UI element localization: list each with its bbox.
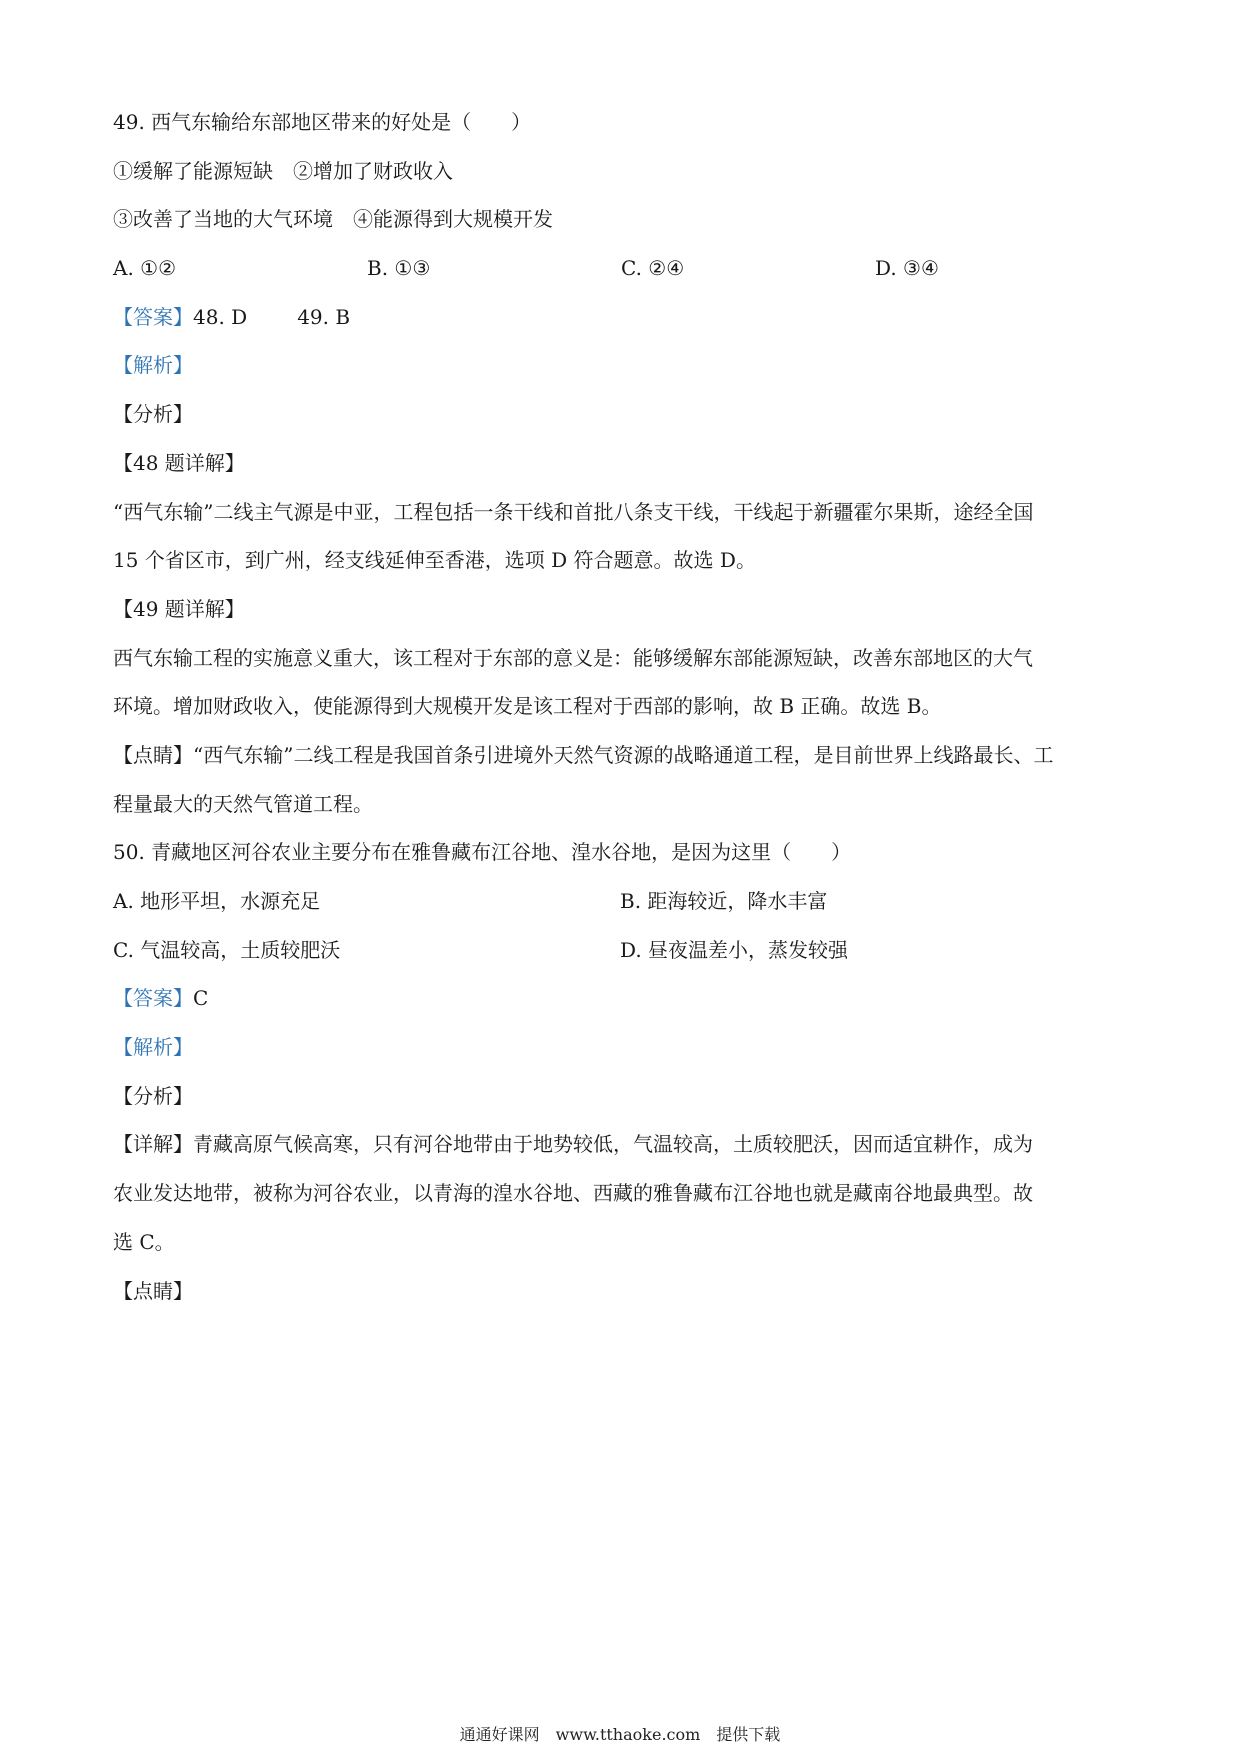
dianjing-50: 【点睛】 bbox=[113, 1278, 193, 1303]
q49-options bbox=[113, 244, 1133, 293]
answer-50-label: 【答案】 bbox=[113, 986, 193, 1011]
dianjing-line-2: 程量最大的天然气管道工程。 bbox=[113, 791, 373, 816]
detail-50-line-3: 选 C。 bbox=[113, 1229, 175, 1254]
q50-options-row-2 bbox=[113, 926, 1133, 975]
answer-label: 【答案】 bbox=[113, 304, 193, 329]
q49-option-c: C. ②④ bbox=[621, 256, 685, 281]
q50-option-c: C. 气温较高，土质较肥沃 bbox=[113, 937, 341, 962]
q49-option-a: A. ①② bbox=[113, 256, 177, 281]
answer-50-value: C bbox=[193, 986, 209, 1011]
fenxi-label: 【分析】 bbox=[113, 402, 193, 427]
detail-48-line-1: “西气东输”二线主气源是中亚，工程包括一条干线和首批八条支干线，干线起于新疆霍尔果斯，途经全国 bbox=[113, 499, 1034, 524]
q50-options-row-1 bbox=[113, 877, 1133, 926]
answer-50 bbox=[113, 974, 1133, 1023]
jiexi-50-label: 【解析】 bbox=[113, 1035, 193, 1060]
q49-statement-1: ①缓解了能源短缺 ②增加了财政收入 bbox=[113, 158, 453, 183]
dianjing-line-1: 【点睛】“西气东输”二线工程是我国首条引进境外天然气资源的战略通道工程，是目前世界上线路最长、工 bbox=[113, 742, 1054, 767]
q49-option-b: B. ①③ bbox=[367, 256, 431, 281]
q50-option-d: D. 昼夜温差小，蒸发较强 bbox=[620, 937, 849, 962]
q50-option-a: A. 地形平坦，水源充足 bbox=[113, 889, 321, 913]
q49-option-d: D. ③④ bbox=[875, 256, 939, 281]
detail-49-title: 【49 题详解】 bbox=[113, 596, 245, 621]
answer-49: 49. B bbox=[297, 304, 351, 329]
q50-option-b: B. 距海较近，降水丰富 bbox=[620, 889, 828, 913]
answer-48: 48. D bbox=[193, 304, 248, 329]
detail-50-line-2: 农业发达地带，被称为河谷农业，以青海的湟水谷地、西藏的雅鲁藏布江谷地也就是藏南谷地最典型。故 bbox=[113, 1181, 1033, 1206]
answer-48-49 bbox=[113, 293, 1133, 342]
page-footer: 通通好课网 www.tthaoke.com 提供下载 bbox=[459, 1725, 781, 1744]
detail-48-title: 【48 题详解】 bbox=[113, 450, 245, 475]
detail-50-line-1: 【详解】青藏高原气候高寒，只有河谷地带由于地势较低，气温较高，土质较肥沃，因而适宜耕作，成为 bbox=[113, 1132, 1033, 1157]
q49-stem: 49. 西气东输给东部地区带来的好处是（ ） bbox=[113, 110, 532, 134]
detail-48-line-2: 15 个省区市，到广州，经支线延伸至香港，选项 D 符合题意。故选 D。 bbox=[113, 548, 756, 573]
jiexi-label: 【解析】 bbox=[113, 353, 193, 378]
detail-49-line-2: 环境。增加财政收入，使能源得到大规模开发是该工程对于西部的影响，故 B 正确。故选 B。 bbox=[113, 694, 942, 719]
q49-statement-2: ③改善了当地的大气环境 ④能源得到大规模开发 bbox=[113, 207, 553, 232]
document-page bbox=[113, 98, 1133, 1315]
q50-stem: 50. 青藏地区河谷农业主要分布在雅鲁藏布江谷地、湟水谷地，是因为这里（ ） bbox=[113, 840, 852, 865]
detail-49-line-1: 西气东输工程的实施意义重大，该工程对于东部的意义是：能够缓解东部能源短缺，改善东部地区的大气 bbox=[113, 645, 1033, 670]
fenxi-50-label: 【分析】 bbox=[113, 1083, 193, 1108]
